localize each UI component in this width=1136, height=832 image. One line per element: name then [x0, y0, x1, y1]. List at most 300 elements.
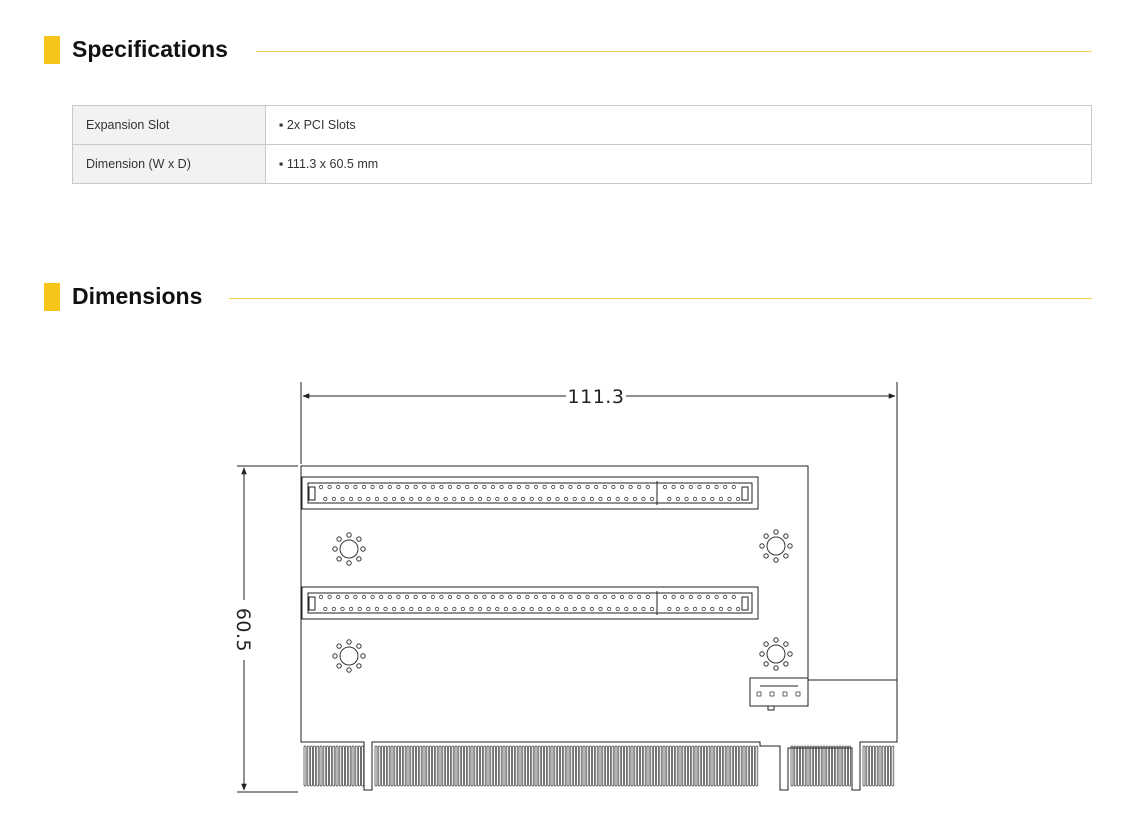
pin-hole: [724, 485, 727, 488]
gold-finger: [876, 746, 878, 786]
pin-hole: [509, 595, 512, 598]
gold-finger: [866, 746, 868, 786]
via-hole: [357, 537, 361, 541]
pin-hole: [577, 595, 580, 598]
pin-hole: [332, 497, 335, 500]
gold-finger: [689, 746, 691, 786]
gold-finger: [407, 746, 409, 786]
pin-hole: [431, 485, 434, 488]
gold-finger: [711, 746, 713, 786]
pin-hole: [642, 497, 645, 500]
pin-hole: [616, 607, 619, 610]
pin-hole: [358, 607, 361, 610]
pin-hole: [577, 485, 580, 488]
gold-finger: [310, 746, 312, 786]
gold-finger: [381, 746, 383, 786]
gold-finger: [458, 746, 460, 786]
gold-finger: [589, 746, 591, 786]
pin-hole: [337, 485, 340, 488]
gold-finger: [657, 746, 659, 786]
pin-hole: [453, 607, 456, 610]
gold-finger: [477, 746, 479, 786]
pin-hole: [728, 607, 731, 610]
pin-hole: [470, 497, 473, 500]
pin-hole: [397, 485, 400, 488]
pin-hole: [715, 485, 718, 488]
pin-hole: [474, 595, 477, 598]
pin-hole: [526, 485, 529, 488]
pin-hole: [603, 595, 606, 598]
pin-hole: [638, 485, 641, 488]
gold-finger: [554, 746, 556, 786]
pin-hole: [401, 497, 404, 500]
pin-hole: [646, 595, 649, 598]
gold-finger: [695, 746, 697, 786]
gold-finger: [596, 746, 598, 786]
gold-finger: [326, 746, 328, 786]
pin-hole: [595, 595, 598, 598]
spec-value: ▪ 2x PCI Slots: [266, 106, 1092, 145]
pin-hole: [401, 607, 404, 610]
gold-finger: [465, 746, 467, 786]
mounting-hole: [767, 645, 785, 663]
pin-hole: [693, 607, 696, 610]
gold-finger: [845, 746, 847, 786]
pin-hole: [706, 595, 709, 598]
pin-hole: [564, 497, 567, 500]
pin-hole: [504, 607, 507, 610]
pin-hole: [371, 595, 374, 598]
pin-hole: [521, 497, 524, 500]
height-label: 60.5: [232, 607, 254, 653]
gold-finger: [548, 746, 550, 786]
pin-hole: [513, 497, 516, 500]
via-hole: [784, 662, 788, 666]
slot-latch: [742, 597, 748, 610]
pin-hole: [513, 607, 516, 610]
via-hole: [760, 652, 764, 656]
pin-hole: [461, 497, 464, 500]
pci-slot-1: [302, 477, 758, 509]
gold-finger: [879, 746, 881, 786]
gold-finger: [794, 746, 796, 786]
pin-hole: [702, 497, 705, 500]
via-hole: [774, 530, 778, 534]
gold-finger: [679, 746, 681, 786]
pin-hole: [328, 595, 331, 598]
via-hole: [764, 662, 768, 666]
pin-hole: [345, 595, 348, 598]
gold-finger: [304, 746, 306, 786]
spec-label: Expansion Slot: [73, 106, 266, 145]
gold-finger: [445, 746, 447, 786]
gold-finger: [612, 746, 614, 786]
pin-hole: [607, 497, 610, 500]
via-hole: [788, 652, 792, 656]
via-hole: [337, 664, 341, 668]
pin-hole: [586, 595, 589, 598]
pin-hole: [685, 607, 688, 610]
gold-finger: [628, 746, 630, 786]
gold-finger: [580, 746, 582, 786]
gold-finger: [833, 746, 835, 786]
pin-hole: [367, 607, 370, 610]
slot-latch: [309, 487, 315, 500]
pin-hole: [358, 497, 361, 500]
pin-hole: [663, 485, 666, 488]
pin-hole: [435, 497, 438, 500]
pin-hole: [582, 497, 585, 500]
gold-finger: [727, 746, 729, 786]
gold-finger: [564, 746, 566, 786]
pin-hole: [362, 485, 365, 488]
pin-hole: [612, 595, 615, 598]
via-hole: [333, 547, 337, 551]
pin-hole: [521, 607, 524, 610]
pin-hole: [715, 595, 718, 598]
pin-hole: [392, 607, 395, 610]
pin-hole: [380, 485, 383, 488]
gold-finger: [330, 746, 332, 786]
pin-hole: [530, 607, 533, 610]
gold-finger: [532, 746, 534, 786]
gold-finger: [461, 746, 463, 786]
pin-hole: [427, 607, 430, 610]
via-hole: [784, 642, 788, 646]
gold-finger: [417, 746, 419, 786]
pin-hole: [698, 595, 701, 598]
pin-hole: [539, 607, 542, 610]
gold-finger: [570, 746, 572, 786]
gold-finger: [666, 746, 668, 786]
gold-finger: [685, 746, 687, 786]
gold-finger: [813, 746, 815, 786]
gold-finger: [692, 746, 694, 786]
pin-hole: [564, 607, 567, 610]
power-connector-pins: [757, 692, 800, 696]
gold-finger: [388, 746, 390, 786]
pin-hole: [668, 607, 671, 610]
pin-hole: [698, 485, 701, 488]
pin-hole: [569, 485, 572, 488]
gold-finger: [698, 746, 700, 786]
pin-hole: [431, 595, 434, 598]
slot-pins: [319, 485, 740, 610]
pin-hole: [732, 595, 735, 598]
pin-hole: [500, 595, 503, 598]
power-connector-detail: [768, 706, 774, 710]
gold-finger: [567, 746, 569, 786]
pin-hole: [543, 485, 546, 488]
gold-finger: [426, 746, 428, 786]
pin-hole: [612, 485, 615, 488]
gold-finger: [468, 746, 470, 786]
pin-hole: [689, 485, 692, 488]
pin-hole: [410, 497, 413, 500]
pin-hole: [719, 607, 722, 610]
gold-finger: [863, 746, 865, 786]
pin-hole: [444, 607, 447, 610]
pci-slot-2: [302, 587, 758, 619]
via-hole: [764, 642, 768, 646]
gold-finger: [797, 746, 799, 786]
gold-finger: [401, 746, 403, 786]
pin-hole: [483, 595, 486, 598]
pin-hole: [380, 595, 383, 598]
pin-hole: [650, 497, 653, 500]
pin-hole: [349, 497, 352, 500]
pin-hole: [620, 485, 623, 488]
gold-finger: [449, 746, 451, 786]
pin-hole: [547, 497, 550, 500]
pin-hole: [423, 595, 426, 598]
pin-hole: [371, 485, 374, 488]
pin-hole: [530, 497, 533, 500]
pin-hole: [362, 595, 365, 598]
gold-finger: [355, 746, 357, 786]
gold-finger: [849, 746, 851, 786]
gold-finger: [442, 746, 444, 786]
gold-finger: [641, 746, 643, 786]
pin-hole: [435, 607, 438, 610]
pin-hole: [466, 595, 469, 598]
pin-hole: [367, 497, 370, 500]
gold-finger: [513, 746, 515, 786]
via-hole: [347, 640, 351, 644]
gold-finger: [538, 746, 540, 786]
pin-hole: [534, 485, 537, 488]
gold-finger: [561, 746, 563, 786]
pin-hole: [633, 607, 636, 610]
spec-label: Dimension (W x D): [73, 145, 266, 184]
pin-hole: [328, 485, 331, 488]
pin-hole: [337, 595, 340, 598]
via-hole: [347, 668, 351, 672]
gold-finger: [618, 746, 620, 786]
pin-hole: [388, 595, 391, 598]
gold-finger: [573, 746, 575, 786]
gold-finger: [749, 746, 751, 786]
gold-finger: [333, 746, 335, 786]
pin-hole: [616, 497, 619, 500]
pin-hole: [478, 607, 481, 610]
mounting-hole: [340, 647, 358, 665]
pin-hole: [448, 485, 451, 488]
via-hole: [337, 557, 341, 561]
pin-hole: [487, 607, 490, 610]
gold-finger: [599, 746, 601, 786]
board-outline: [301, 466, 897, 790]
pin-hole: [517, 595, 520, 598]
via-hole: [357, 557, 361, 561]
pin-hole: [607, 607, 610, 610]
gold-finger: [317, 746, 319, 786]
pin-hole: [646, 485, 649, 488]
gold-finger: [885, 746, 887, 786]
gold-finger: [339, 746, 341, 786]
pin-hole: [354, 485, 357, 488]
pin-hole: [444, 497, 447, 500]
gold-finger: [836, 746, 838, 786]
pin-hole: [676, 497, 679, 500]
pin-hole: [440, 485, 443, 488]
gold-finger: [429, 746, 431, 786]
pin-hole: [638, 595, 641, 598]
pin-hole: [491, 485, 494, 488]
pin-hole: [552, 595, 555, 598]
gold-finger: [791, 746, 793, 786]
via-hole: [357, 644, 361, 648]
pin-hole: [388, 485, 391, 488]
gold-finger: [497, 746, 499, 786]
dimensions-title: Dimensions: [72, 283, 203, 309]
pin-hole: [676, 607, 679, 610]
gold-finger: [873, 746, 875, 786]
slot-latch: [309, 597, 315, 610]
gold-finger: [500, 746, 502, 786]
gold-finger: [484, 746, 486, 786]
gold-finger: [593, 746, 595, 786]
pin-hole: [496, 607, 499, 610]
gold-finger: [717, 746, 719, 786]
pin-hole: [453, 497, 456, 500]
pin-hole: [440, 595, 443, 598]
gold-finger: [817, 746, 819, 786]
gold-finger: [516, 746, 518, 786]
specifications-title: Specifications: [72, 36, 228, 62]
pin-hole: [526, 595, 529, 598]
gold-finger: [869, 746, 871, 786]
pin-hole: [586, 485, 589, 488]
gold-finger: [362, 746, 364, 786]
pin-hole: [405, 595, 408, 598]
pin-hole: [732, 485, 735, 488]
pin-hole: [349, 607, 352, 610]
via-hole: [774, 666, 778, 670]
pin-hole: [625, 607, 628, 610]
gold-finger: [660, 746, 662, 786]
pin-hole: [547, 607, 550, 610]
pin-hole: [405, 485, 408, 488]
gold-finger: [506, 746, 508, 786]
gold-finger: [529, 746, 531, 786]
gold-finger: [889, 746, 891, 786]
pin-hole: [603, 485, 606, 488]
pin-hole: [375, 497, 378, 500]
gold-finger: [647, 746, 649, 786]
pin-hole: [736, 607, 739, 610]
gold-finger: [586, 746, 588, 786]
pin-hole: [590, 607, 593, 610]
gold-finger: [481, 746, 483, 786]
pin-hole: [345, 485, 348, 488]
gold-finger: [323, 746, 325, 786]
gold-finger: [882, 746, 884, 786]
gold-finger: [609, 746, 611, 786]
gold-finger: [452, 746, 454, 786]
gold-finger: [490, 746, 492, 786]
via-hole: [784, 554, 788, 558]
pin-hole: [509, 485, 512, 488]
gold-finger: [810, 746, 812, 786]
gold-finger: [320, 746, 322, 786]
pin-hole: [491, 595, 494, 598]
pin-hole: [668, 497, 671, 500]
pin-hole: [427, 497, 430, 500]
mounting-hole: [340, 540, 358, 558]
gold-finger: [807, 746, 809, 786]
pin-hole: [457, 485, 460, 488]
pin-hole: [483, 485, 486, 488]
gold-finger: [385, 746, 387, 786]
pin-hole: [543, 595, 546, 598]
pin-hole: [466, 485, 469, 488]
gold-finger: [394, 746, 396, 786]
gold-finger: [650, 746, 652, 786]
via-hole: [337, 537, 341, 541]
pin-hole: [470, 607, 473, 610]
via-hole: [788, 544, 792, 548]
gold-finger: [746, 746, 748, 786]
pin-hole: [556, 497, 559, 500]
gold-finger: [391, 746, 393, 786]
gold-finger: [307, 746, 309, 786]
gold-finger: [621, 746, 623, 786]
gold-finger: [314, 746, 316, 786]
gold-finger: [420, 746, 422, 786]
pin-hole: [319, 485, 322, 488]
pin-hole: [625, 497, 628, 500]
gold-finger: [653, 746, 655, 786]
pin-hole: [629, 595, 632, 598]
gold-finger: [705, 746, 707, 786]
gold-finger: [602, 746, 604, 786]
pin-hole: [620, 595, 623, 598]
gold-finger: [410, 746, 412, 786]
gold-finger: [721, 746, 723, 786]
gold-finger: [682, 746, 684, 786]
gold-finger: [436, 746, 438, 786]
pin-hole: [517, 485, 520, 488]
pin-hole: [448, 595, 451, 598]
pin-hole: [496, 497, 499, 500]
pin-hole: [736, 497, 739, 500]
gold-finger: [522, 746, 524, 786]
gold-finger: [545, 746, 547, 786]
pin-hole: [461, 607, 464, 610]
pin-hole: [556, 607, 559, 610]
pin-hole: [319, 595, 322, 598]
pin-hole: [414, 485, 417, 488]
pin-hole: [560, 485, 563, 488]
pin-hole: [384, 607, 387, 610]
gold-finger: [714, 746, 716, 786]
via-hole: [347, 561, 351, 565]
gold-finger: [829, 746, 831, 786]
pin-hole: [663, 595, 666, 598]
pin-hole: [397, 595, 400, 598]
gold-finger: [801, 746, 803, 786]
gold-finger: [605, 746, 607, 786]
gold-finger: [541, 746, 543, 786]
gold-finger: [509, 746, 511, 786]
pin-hole: [414, 595, 417, 598]
pin-hole: [685, 497, 688, 500]
pin-hole: [650, 607, 653, 610]
gold-finger: [352, 746, 354, 786]
gold-finger: [557, 746, 559, 786]
gold-finger: [820, 746, 822, 786]
